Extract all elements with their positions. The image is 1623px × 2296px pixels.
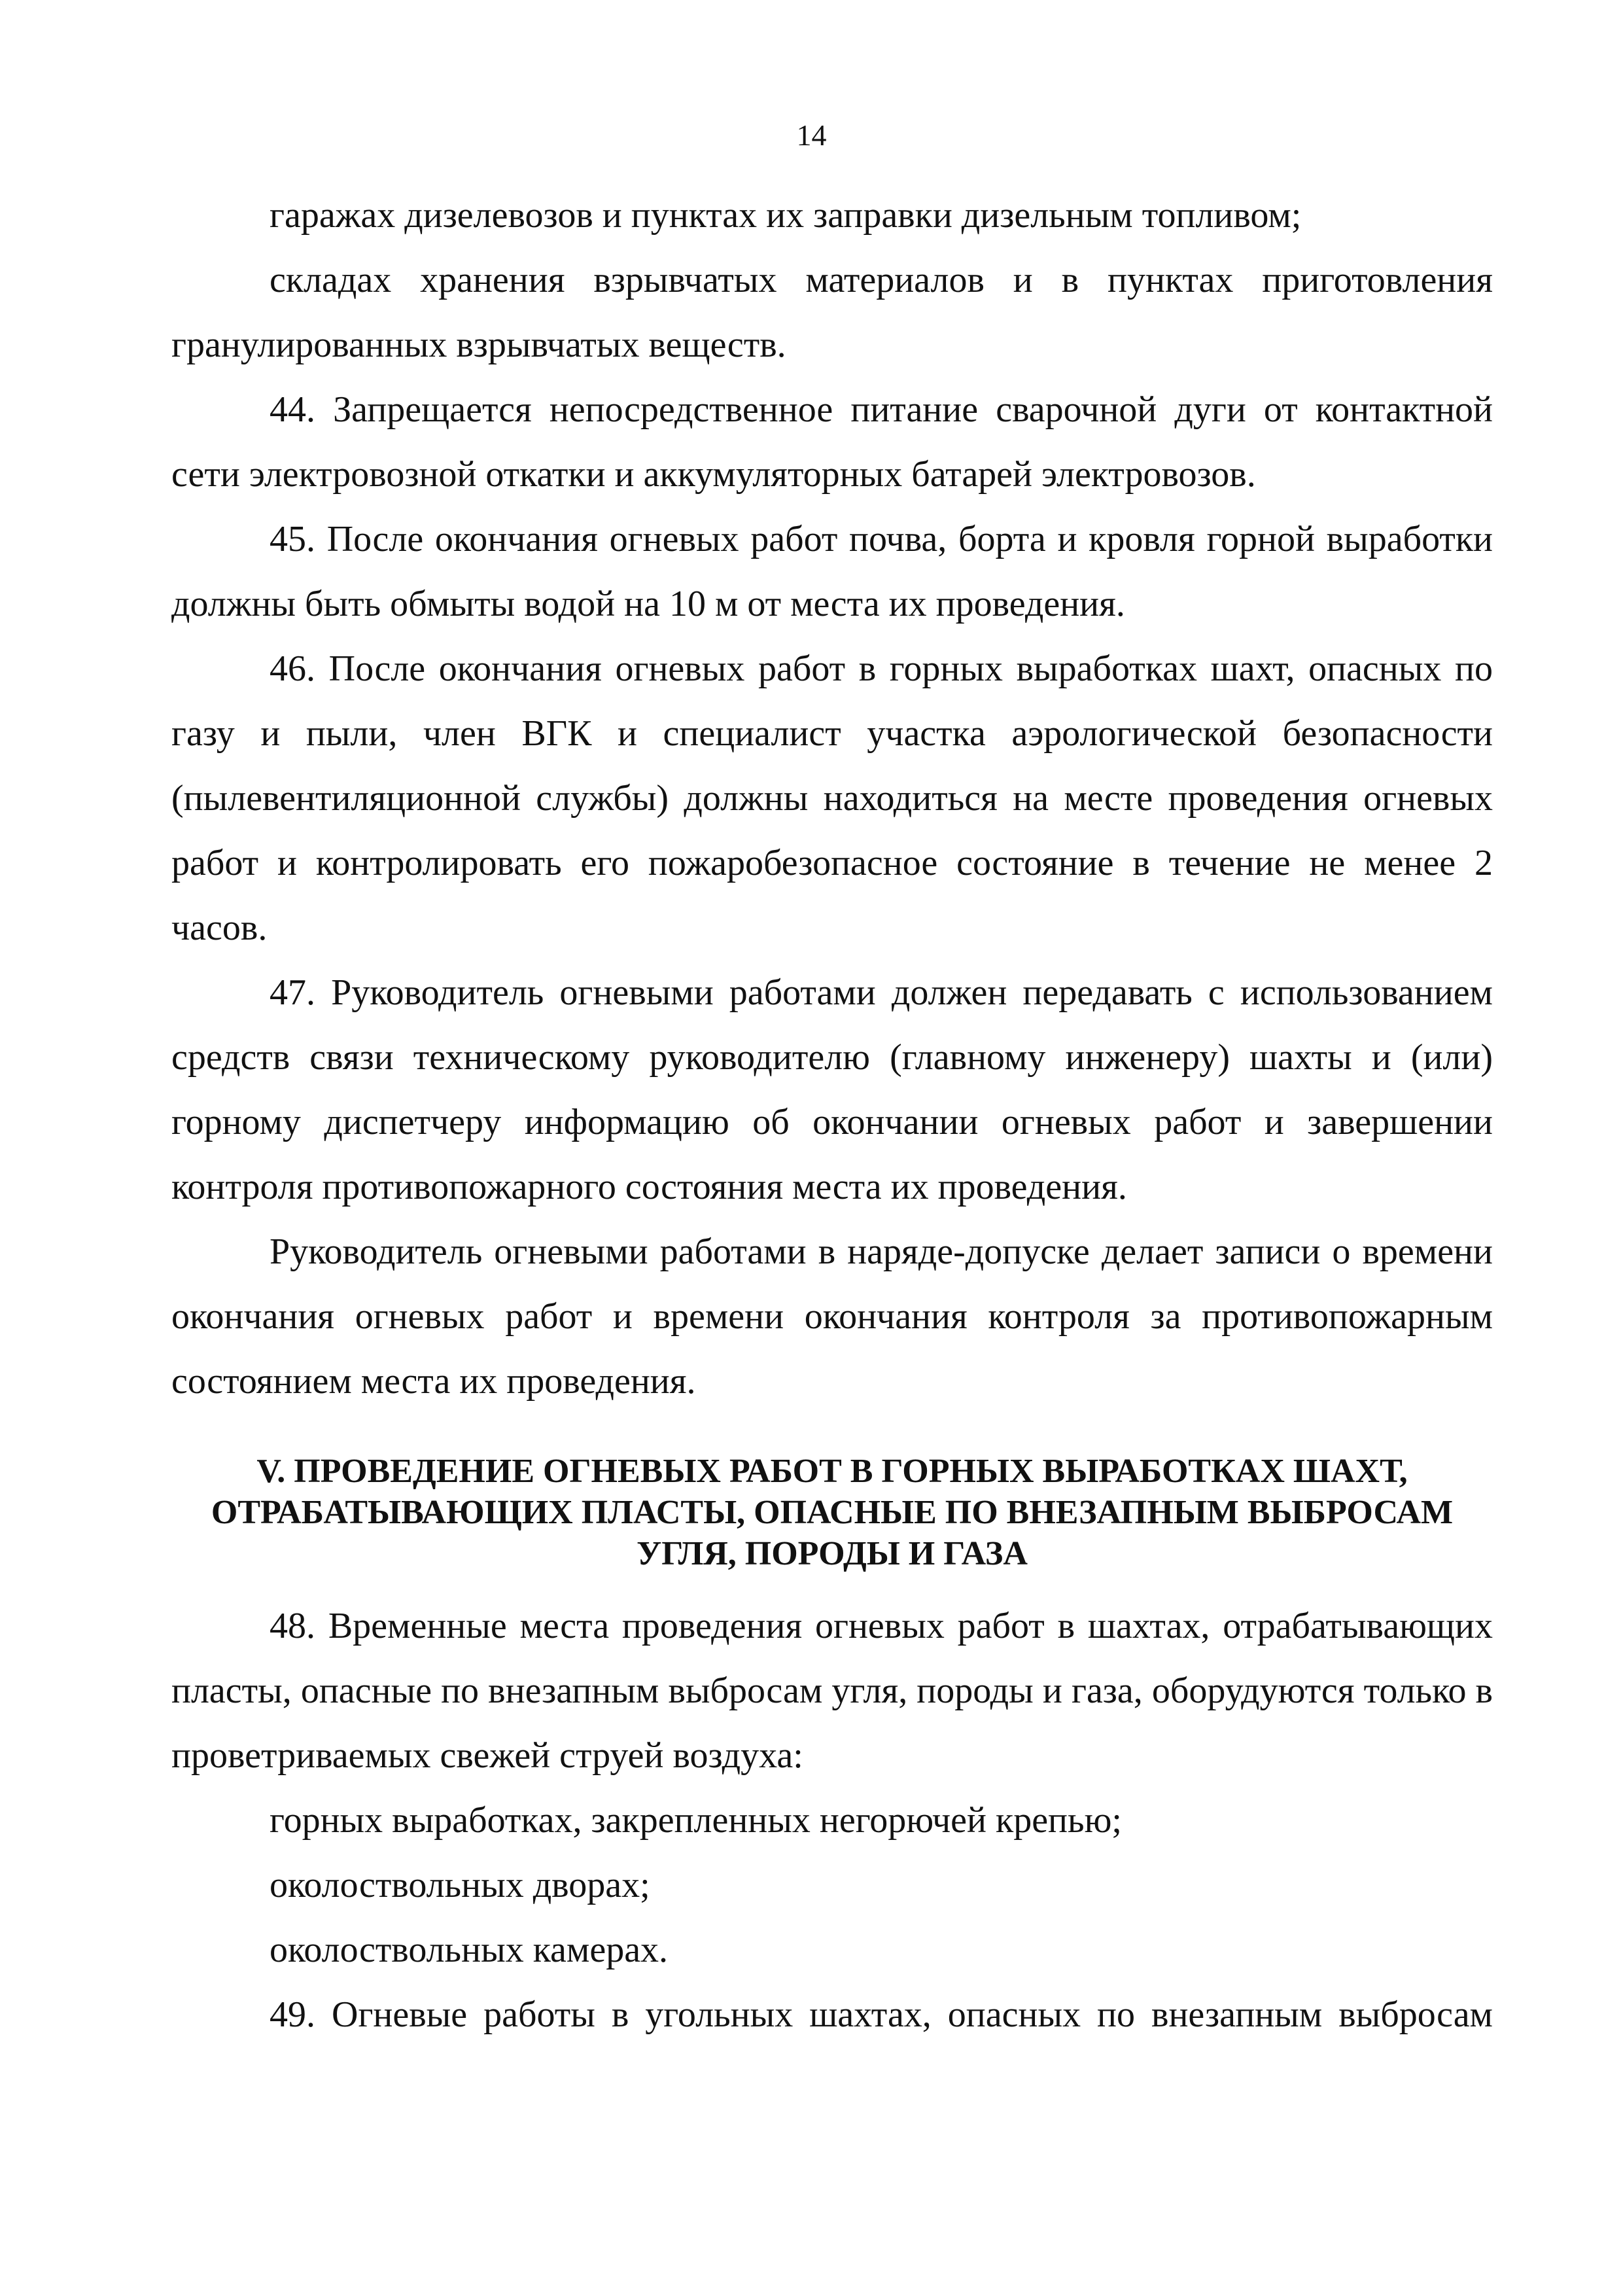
paragraph-49: 49. Огневые работы в угольных шахтах, опасных по внезапным выбросам (270, 1994, 1493, 2035)
section-heading (171, 1451, 1493, 1574)
paragraph-supervisor-records: Руководитель огневыми работами в наряде-допуске делает записи о времени окончания огневых работ и времени окончания контроля за противопожарным состоянием места их проведения. (171, 1231, 1493, 1402)
page-number: 14 (796, 118, 827, 152)
section-heading-line-2: ОТРАБАТЫВАЮЩИХ ПЛАСТЫ, ОПАСНЫЕ ПО ВНЕЗАПНЫМ ВЫБРОСАМ (211, 1494, 1454, 1531)
paragraph-45: 45. После окончания огневых работ почва, борта и кровля горной выработки должны быть обмыты водой на 10 м от места их проведения. (171, 519, 1493, 624)
paragraph-48: 48. Временные места проведения огневых работ в шахтах, отрабатывающих пласты, опасные по внезапным выбросам угля, породы и газа, оборудуются только в проветриваемых свежей струей воздуха: (171, 1606, 1493, 1776)
paragraph-explosives-storage: складах хранения взрывчатых материалов и в пунктах приготовления гранулированных взрывчатых веществ. (171, 260, 1493, 365)
section-heading-line-3: УГЛЯ, ПОРОДЫ И ГАЗА (637, 1535, 1028, 1572)
list-item-shaft-chambers: околоствольных камерах. (270, 1930, 669, 1970)
paragraph-47: 47. Руководитель огневыми работами должен передавать с использованием средств связи техническому руководителю (главному инженеру) шахты и (или) горному диспетчеру информацию об окончании огневых работ и завершении контроля противопожарного состояния места их проведения. (171, 972, 1493, 1207)
list-item-shaft-yards: околоствольных дворах; (270, 1865, 650, 1905)
paragraph-garages: гаражах дизелевозов и пунктах их заправки дизельным топливом; (270, 195, 1302, 236)
section-heading-line-1: V. ПРОВЕДЕНИЕ ОГНЕВЫХ РАБОТ В ГОРНЫХ ВЫРАБОТКАХ ШАХТ, (256, 1453, 1408, 1490)
paragraph-44: 44. Запрещается непосредственное питание сварочной дуги от контактной сети электровозной откатки и аккумуляторных батарей электровозов. (171, 389, 1493, 495)
document-body (171, 183, 1493, 2047)
paragraph-46: 46. После окончания огневых работ в горных выработках шахт, опасных по газу и пыли, член ВГК и специалист участка аэрологической безопасности (пылевентиляционной службы) должны находиться на месте проведения огневых работ и контролировать его пожаробезопасное состояние в течение не менее 2 часов. (171, 648, 1493, 948)
list-item-fireproof-workings: горных выработках, закрепленных негорючей крепью; (270, 1800, 1122, 1841)
